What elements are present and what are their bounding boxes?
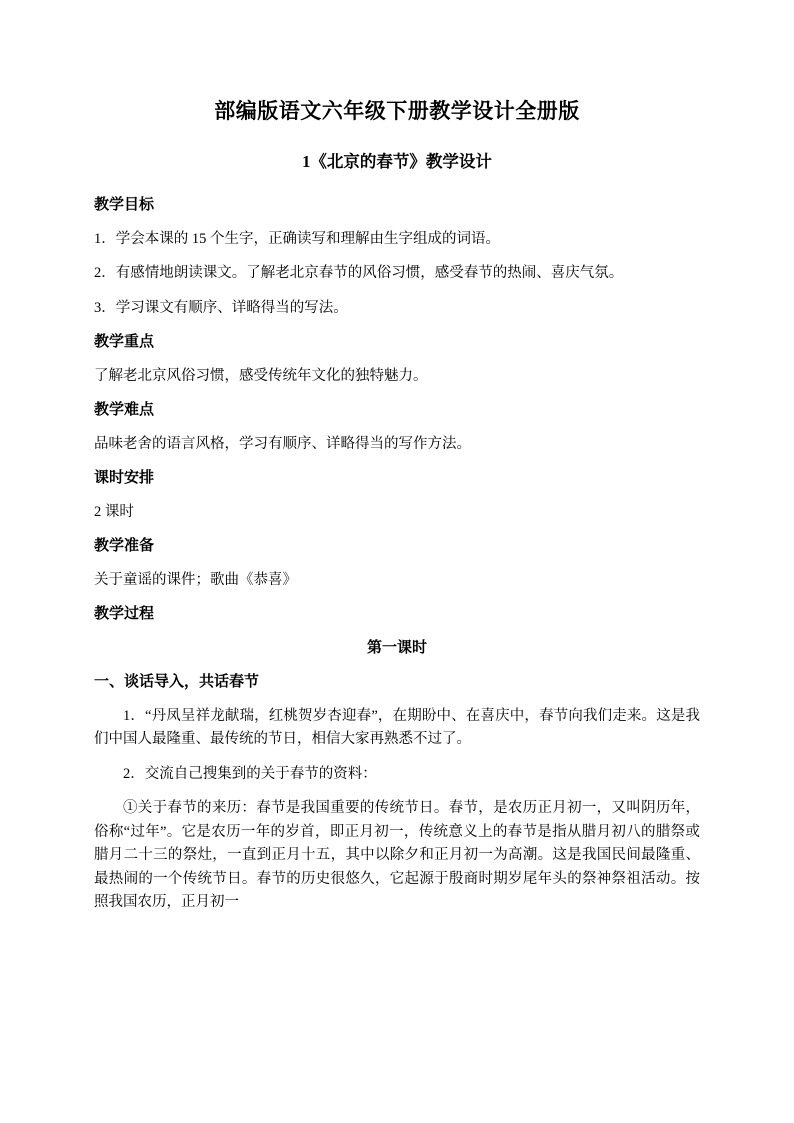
page-title: 部编版语文六年级下册教学设计全册版 [214, 99, 580, 123]
preparation-text: 关于童谣的课件；歌曲《恭喜》 [94, 571, 297, 588]
key-point-text: 了解老北京风俗习惯，感受传统年文化的独特魅力。 [94, 367, 428, 384]
schedule-heading: 课时安排 [94, 470, 155, 487]
key-point-heading: 教学重点 [94, 334, 155, 351]
schedule-text: 2 课时 [94, 503, 134, 520]
objective-item-1: 1．学会本课的 15 个生字，正确读写和理解由生字组成的词语。 [94, 230, 500, 247]
difficulty-heading: 教学难点 [94, 402, 155, 419]
process-heading: 教学过程 [94, 606, 155, 623]
lesson-subtitle: 1《北京的春节》教学设计 [302, 151, 492, 171]
part-one-item-2: 2．交流自己搜集到的关于春节的资料： [123, 765, 377, 782]
lesson-one-label: 第一课时 [366, 639, 427, 656]
part-one-heading: 一、谈话导入，共话春节 [94, 674, 260, 691]
objective-item-2: 2．有感情地朗读课文。了解老北京春节的风俗习惯，感受春节的热闹、喜庆气氛。 [94, 265, 624, 282]
part-one-item-1: 1．“丹凤呈祥龙献瑞，红桃贺岁杏迎春”，在期盼中、在喜庆中，春节向我们走来。这是我们中国人最隆重、最传统的节日，相信大家再熟悉不过了。 [94, 707, 700, 748]
objectives-heading: 教学目标 [94, 197, 155, 214]
part-one-item-3: ①关于春节的来历：春节是我国重要的传统节日。春节，是农历正月初一，又叫阴历年，俗称“过年”。它是农历一年的岁首，即正月初一，传统意义上的春节是指从腊月初八的腊祭或腊月二十三的祭灶，一直到正月十五，其中以除夕和正月初一为高潮。这是我国民间最隆重、最热闹的一个传统节日。春节的历史很悠久，它起源于殷商时期岁尾年头的祭神祭祖活动。按照我国农历，正月初一 [94, 800, 700, 911]
objective-item-3: 3．学习课文有顺序、详略得当的写法。 [94, 299, 348, 316]
preparation-heading: 教学准备 [94, 538, 155, 555]
difficulty-text: 品味老舍的语言风格，学习有顺序、详略得当的写作方法。 [94, 435, 471, 452]
